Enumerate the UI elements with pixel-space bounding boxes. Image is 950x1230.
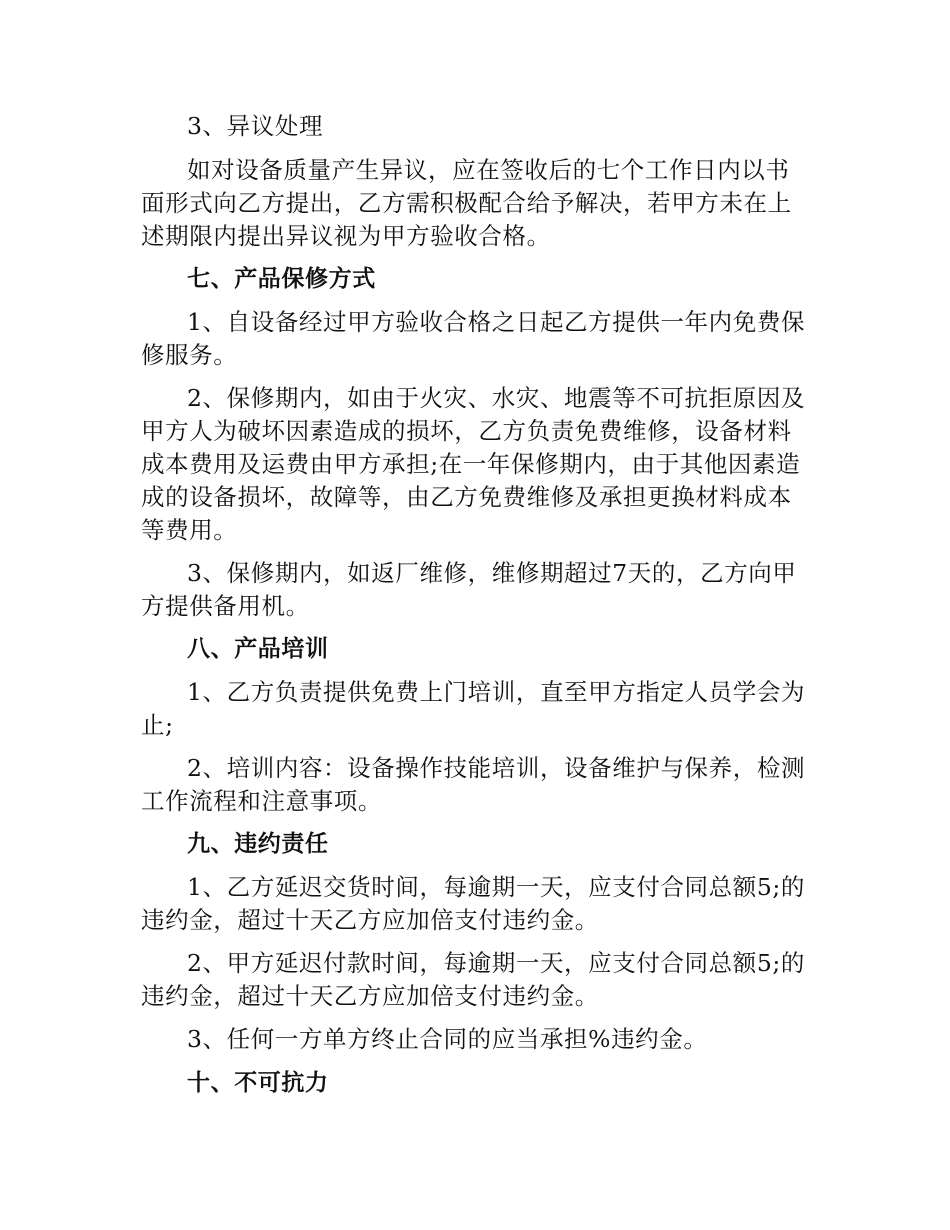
section-7-heading: 七、产品保修方式 [187, 266, 376, 292]
section-9-heading: 九、违约责任 [187, 831, 329, 857]
clause-8-1: 1、乙方负责提供免费上门培训，直至甲方指定人员学会为止; [141, 678, 806, 739]
clause-7-2: 2、保修期内，如由于火灾、水灾、地震等不可抗拒原因及甲方人为破坏因素造成的损坏，乙方负责免费维修，设备材料成本费用及运费由甲方承担;在一年保修期内，由于其他因素造成的设备损坏，故障等，由乙方免费维修及承担更换材料成本等费用。 [141, 384, 806, 544]
clause-8-2: 2、培训内容：设备操作技能培训，设备维护与保养，检测工作流程和注意事项。 [141, 754, 806, 815]
section-10-heading: 十、不可抗力 [187, 1070, 329, 1096]
clause-9-3: 3、任何一方单方终止合同的应当承担%违约金。 [187, 1025, 708, 1053]
clause-9-2: 2、甲方延迟付款时间，每逾期一天，应支付合同总额5;的违约金，超过十天乙方应加倍支付违约金。 [141, 949, 806, 1010]
section-8-heading: 八、产品培训 [187, 636, 329, 662]
clause-7-3: 3、保修期内，如返厂维修，维修期超过7天的，乙方向甲方提供备用机。 [141, 559, 797, 620]
clause-6-3-heading: 3、异议处理 [187, 112, 324, 140]
clause-6-3-body: 如对设备质量产生异议，应在签收后的七个工作日内以书面形式向乙方提出，乙方需积极配合给予解决，若甲方未在上述期限内提出异议视为甲方验收合格。 [141, 156, 792, 250]
document-body [141, 110, 813, 1110]
clause-9-1: 1、乙方延迟交货时间，每逾期一天，应支付合同总额5;的违约金，超过十天乙方应加倍支付违约金。 [141, 873, 806, 934]
clause-7-1: 1、自设备经过甲方验收合格之日起乙方提供一年内免费保修服务。 [141, 308, 806, 369]
